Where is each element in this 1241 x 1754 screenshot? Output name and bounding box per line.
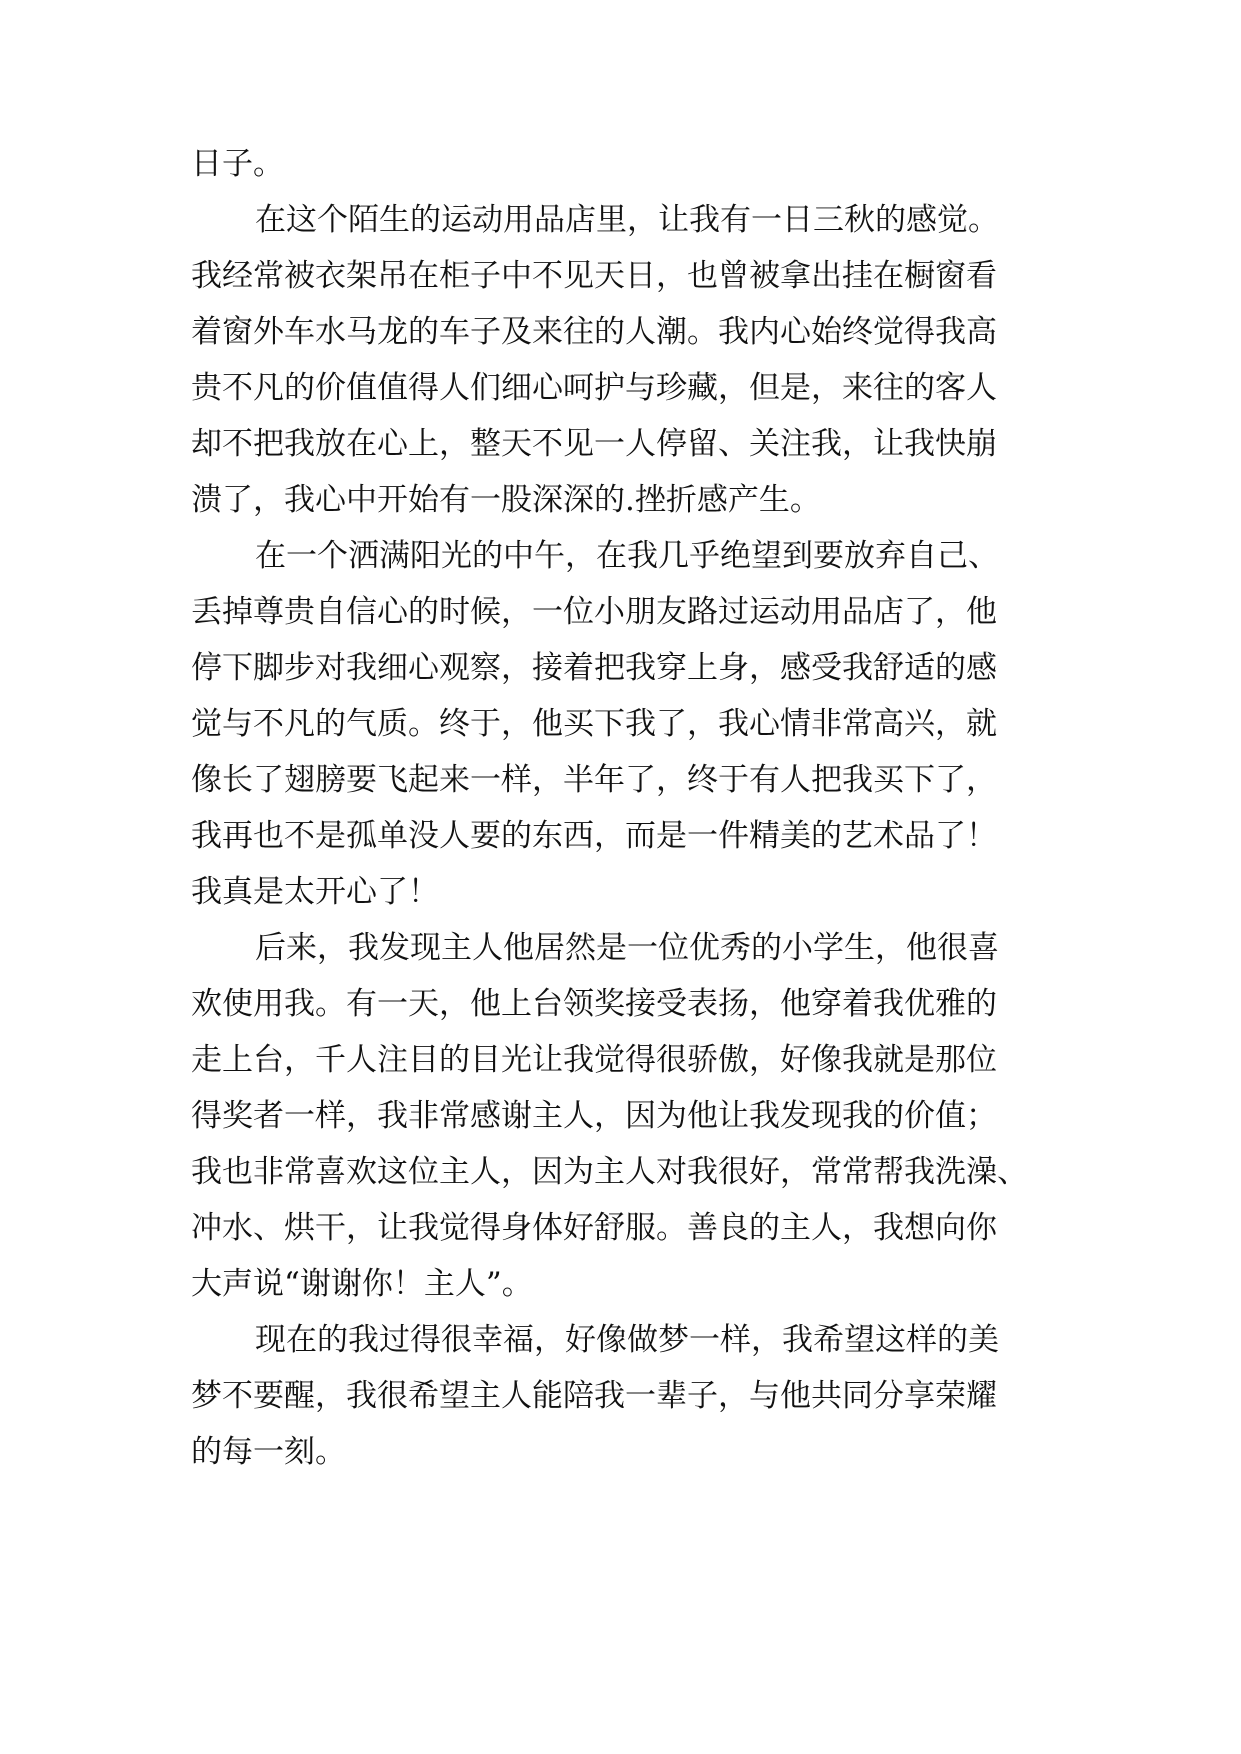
text-line: 丢掉尊贵自信心的时候，一位小朋友路过运动用品店了，他 [191, 594, 997, 630]
text-line: 贵不凡的价值值得人们细心呵护与珍藏，但是，来往的客人 [191, 370, 997, 406]
paragraph-first-line: 现在的我过得很幸福，好像做梦一样，我希望这样的美 [255, 1322, 999, 1358]
text-line: 溃了，我心中开始有一股深深的.挫折感产生。 [191, 482, 821, 518]
text-line: 停下脚步对我细心观察，接着把我穿上身，感受我舒适的感 [191, 650, 997, 686]
text-line: 欢使用我。有一天，他上台领奖接受表扬，他穿着我优雅的 [191, 986, 997, 1022]
text-line: 我真是太开心了！ [191, 874, 439, 910]
text-line: 冲水、烘干，让我觉得身体好舒服。善良的主人，我想向你 [191, 1210, 997, 1246]
text-line: 我也非常喜欢这位主人，因为主人对我很好，常常帮我洗澡、 [191, 1154, 1028, 1190]
paragraph-first-line: 在一个洒满阳光的中午，在我几乎绝望到要放弃自己、 [255, 538, 999, 574]
text-line: 梦不要醒，我很希望主人能陪我一辈子，与他共同分享荣耀 [191, 1378, 997, 1414]
paragraph-first-line: 在这个陌生的运动用品店里，让我有一日三秋的感觉。 [255, 202, 999, 238]
text-line: 我再也不是孤单没人要的东西，而是一件精美的艺术品了！ [191, 818, 997, 854]
text-line: 得奖者一样，我非常感谢主人，因为他让我发现我的价值； [191, 1098, 997, 1134]
text-line: 的每一刻。 [191, 1434, 346, 1470]
paragraph-first-line: 后来，我发现主人他居然是一位优秀的小学生，他很喜 [255, 930, 999, 966]
text-line: 像长了翅膀要飞起来一样，半年了，终于有人把我买下了， [191, 762, 997, 798]
text-line: 着窗外车水马龙的车子及来往的人潮。我内心始终觉得我高 [191, 314, 997, 350]
text-line: 却不把我放在心上，整天不见一人停留、关注我，让我快崩 [191, 426, 997, 462]
text-line: 觉与不凡的气质。终于，他买下我了，我心情非常高兴，就 [191, 706, 997, 742]
text-line: 我经常被衣架吊在柜子中不见天日，也曾被拿出挂在橱窗看 [191, 258, 997, 294]
text-line: 大声说“谢谢你！主人”。 [191, 1266, 533, 1302]
text-line: 日子。 [191, 146, 284, 182]
text-line: 走上台，千人注目的目光让我觉得很骄傲，好像我就是那位 [191, 1042, 997, 1078]
